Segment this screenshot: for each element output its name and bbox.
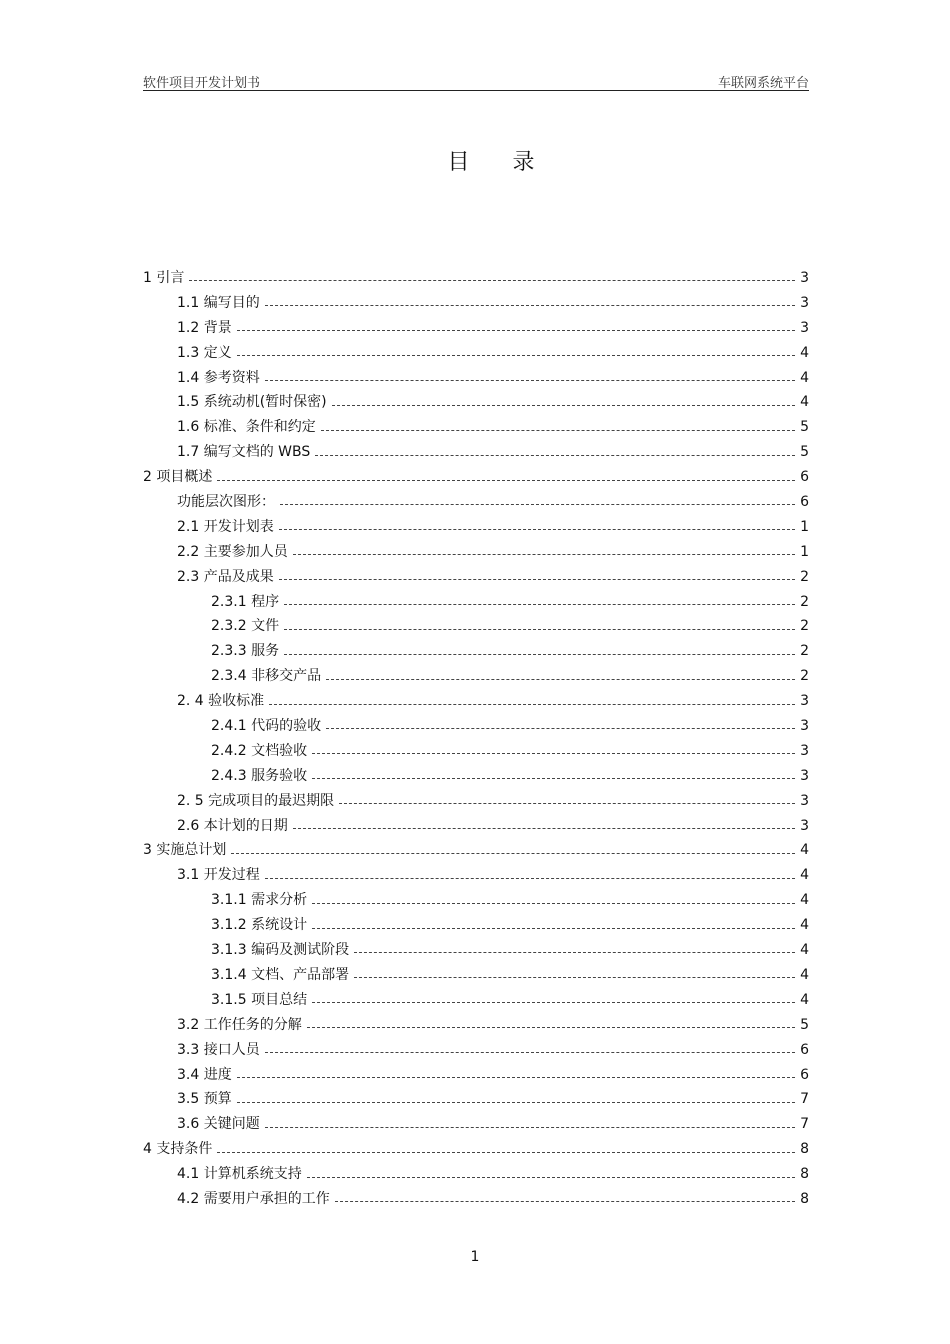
toc-entry[interactable] — [143, 1187, 809, 1212]
toc-entry-page: 6 — [800, 1066, 809, 1083]
toc-entry-page: 6 — [800, 494, 809, 511]
toc-entry-page: 3 — [800, 294, 809, 311]
toc-entry[interactable] — [143, 1112, 809, 1137]
toc-entry-label: 2.3.3 服务 — [211, 643, 280, 660]
toc-entry-label: 2. 5 完成项目的最迟期限 — [177, 792, 335, 809]
toc-entry-page: 4 — [800, 394, 809, 411]
toc-entry-label: 3.1.2 系统设计 — [211, 917, 308, 934]
toc-entry[interactable] — [143, 764, 809, 789]
toc-entry-page: 5 — [800, 1016, 809, 1033]
toc-entry-page: 8 — [800, 1190, 809, 1207]
toc-entry[interactable] — [143, 938, 809, 963]
toc-entry[interactable] — [143, 1038, 809, 1063]
toc-entry-page: 2 — [800, 618, 809, 635]
toc-entry[interactable] — [143, 789, 809, 814]
toc-entry-page: 4 — [800, 942, 809, 959]
toc-leader-dots — [269, 703, 795, 705]
toc-leader-dots — [307, 1026, 795, 1028]
toc-entry[interactable] — [143, 739, 809, 764]
toc-entry[interactable] — [143, 1063, 809, 1088]
header-project-name: 车联网系统平台 — [717, 76, 809, 91]
toc-entry[interactable] — [143, 838, 809, 863]
toc-entry[interactable] — [143, 988, 809, 1013]
toc-entry-label: 2.3.1 程序 — [211, 593, 280, 610]
toc-entry-page: 2 — [800, 643, 809, 660]
toc-entry[interactable] — [143, 714, 809, 739]
toc-entry-label: 2 项目概述 — [143, 469, 213, 486]
toc-entry-label: 3.1.4 文档、产品部署 — [211, 966, 350, 983]
toc-leader-dots — [332, 404, 795, 406]
toc-entry-page: 4 — [800, 344, 809, 361]
toc-entry-page: 1 — [800, 518, 809, 535]
toc-entry-page: 1 — [800, 543, 809, 560]
toc-leader-dots — [312, 927, 795, 929]
toc-leader-dots — [293, 553, 795, 555]
toc-leader-dots — [335, 1200, 795, 1202]
toc-entry-page: 2 — [800, 668, 809, 685]
toc-entry[interactable] — [143, 814, 809, 839]
toc-entry-label: 4.2 需要用户承担的工作 — [177, 1190, 330, 1207]
toc-entry[interactable] — [143, 689, 809, 714]
table-of-contents — [143, 266, 809, 1212]
toc-leader-dots — [265, 379, 795, 381]
toc-entry[interactable] — [143, 266, 809, 291]
toc-entry-label: 2.4.3 服务验收 — [211, 767, 308, 784]
toc-entry-page: 4 — [800, 842, 809, 859]
toc-entry-label: 4.1 计算机系统支持 — [177, 1166, 302, 1183]
toc-leader-dots — [321, 429, 795, 431]
toc-leader-dots — [237, 1101, 795, 1103]
toc-entry-label: 3.3 接口人员 — [177, 1041, 260, 1058]
toc-entry-page: 3 — [800, 767, 809, 784]
toc-entry-page: 4 — [800, 867, 809, 884]
toc-leader-dots — [312, 777, 795, 779]
toc-entry-label: 2.3.2 文件 — [211, 618, 280, 635]
toc-entry-label: 4 支持条件 — [143, 1141, 213, 1158]
toc-entry[interactable] — [143, 366, 809, 391]
toc-leader-dots — [279, 528, 795, 530]
toc-leader-dots — [189, 279, 795, 281]
toc-entry-page: 5 — [800, 419, 809, 436]
toc-entry-page: 3 — [800, 718, 809, 735]
toc-entry[interactable] — [143, 390, 809, 415]
toc-entry[interactable] — [143, 888, 809, 913]
toc-entry-label: 1.4 参考资料 — [177, 369, 260, 386]
toc-leader-dots — [339, 802, 795, 804]
toc-entry[interactable] — [143, 515, 809, 540]
toc-entry[interactable] — [143, 590, 809, 615]
toc-leader-dots — [312, 902, 795, 904]
toc-entry-label: 2.4.1 代码的验收 — [211, 718, 322, 735]
toc-leader-dots — [265, 304, 795, 306]
toc-leader-dots — [284, 628, 795, 630]
toc-entry-page: 4 — [800, 991, 809, 1008]
toc-leader-dots — [307, 1176, 795, 1178]
toc-entry-page: 4 — [800, 917, 809, 934]
toc-entry-page: 8 — [800, 1166, 809, 1183]
toc-entry-page: 3 — [800, 319, 809, 336]
toc-leader-dots — [284, 603, 795, 605]
toc-entry-label: 功能层次图形： — [177, 494, 275, 511]
toc-entry[interactable] — [143, 540, 809, 565]
toc-entry-page: 3 — [800, 742, 809, 759]
toc-entry-label: 3.2 工作任务的分解 — [177, 1016, 302, 1033]
page-title: 目 录 — [447, 150, 553, 175]
toc-entry-label: 2.1 开发计划表 — [177, 518, 274, 535]
toc-entry[interactable] — [143, 1137, 809, 1162]
toc-entry[interactable] — [143, 639, 809, 664]
toc-entry-label: 2.4.2 文档验收 — [211, 742, 308, 759]
toc-entry-page: 5 — [800, 444, 809, 461]
toc-entry-page: 2 — [800, 568, 809, 585]
toc-entry-label: 2.3 产品及成果 — [177, 568, 274, 585]
toc-entry-label: 3.1.1 需求分析 — [211, 892, 308, 909]
toc-leader-dots — [237, 1076, 795, 1078]
toc-entry-label: 2. 4 验收标准 — [177, 693, 265, 710]
toc-entry-label: 1.1 编写目的 — [177, 294, 260, 311]
toc-entry[interactable] — [143, 913, 809, 938]
toc-entry-page: 6 — [800, 469, 809, 486]
toc-leader-dots — [280, 503, 795, 505]
toc-entry-page: 3 — [800, 817, 809, 834]
toc-entry-label: 3.4 进度 — [177, 1066, 232, 1083]
toc-entry-label: 2.6 本计划的日期 — [177, 817, 288, 834]
toc-entry-label: 3.1.5 项目总结 — [211, 991, 308, 1008]
toc-entry[interactable] — [143, 614, 809, 639]
toc-entry[interactable] — [143, 316, 809, 341]
toc-entry-label: 2.2 主要参加人员 — [177, 543, 288, 560]
toc-leader-dots — [312, 1001, 795, 1003]
toc-leader-dots — [265, 1051, 795, 1053]
toc-leader-dots — [312, 752, 795, 754]
toc-entry[interactable] — [143, 440, 809, 465]
toc-entry-label: 3.5 预算 — [177, 1091, 232, 1108]
toc-leader-dots — [279, 578, 795, 580]
toc-entry[interactable] — [143, 291, 809, 316]
toc-leader-dots — [354, 951, 795, 953]
toc-entry[interactable] — [143, 565, 809, 590]
toc-entry-label: 3 实施总计划 — [143, 842, 227, 859]
toc-entry[interactable] — [143, 1162, 809, 1187]
toc-leader-dots — [284, 653, 795, 655]
toc-entry-page: 7 — [800, 1091, 809, 1108]
toc-leader-dots — [237, 329, 795, 331]
toc-entry-page: 6 — [800, 1041, 809, 1058]
toc-entry[interactable] — [143, 664, 809, 689]
page-number: 1 — [470, 1249, 480, 1265]
toc-entry-label: 1.6 标准、条件和约定 — [177, 419, 316, 436]
toc-entry-page: 3 — [800, 270, 809, 286]
toc-entry[interactable] — [143, 341, 809, 366]
toc-leader-dots — [217, 479, 795, 481]
toc-leader-dots — [315, 454, 795, 456]
toc-leader-dots — [265, 877, 795, 879]
toc-entry-page: 2 — [800, 593, 809, 610]
toc-entry[interactable] — [143, 963, 809, 988]
toc-entry-page: 3 — [800, 792, 809, 809]
toc-entry-label: 1.3 定义 — [177, 344, 232, 361]
toc-leader-dots — [231, 852, 795, 854]
toc-entry-page: 4 — [800, 369, 809, 386]
toc-leader-dots — [217, 1151, 795, 1153]
toc-leader-dots — [326, 727, 795, 729]
toc-entry[interactable] — [143, 415, 809, 440]
toc-leader-dots — [265, 1126, 795, 1128]
toc-leader-dots — [293, 827, 795, 829]
toc-entry-page: 7 — [800, 1116, 809, 1133]
toc-entry-page: 8 — [800, 1141, 809, 1158]
toc-entry-label: 3.6 关键问题 — [177, 1116, 260, 1133]
toc-leader-dots — [326, 678, 795, 680]
toc-entry-label: 3.1 开发过程 — [177, 867, 260, 884]
toc-entry[interactable] — [143, 465, 809, 490]
toc-entry-label: 1.2 背景 — [177, 319, 232, 336]
toc-leader-dots — [237, 354, 795, 356]
toc-entry-label: 2.3.4 非移交产品 — [211, 668, 322, 685]
toc-entry-label: 1.5 系统动机(暂时保密) — [177, 394, 327, 411]
toc-entry-page: 4 — [800, 966, 809, 983]
toc-entry-label: 1 引言 — [143, 270, 185, 286]
toc-entry-label: 1.7 编写文档的 WBS — [177, 444, 311, 461]
toc-entry[interactable] — [143, 1013, 809, 1038]
page-header — [143, 70, 809, 91]
toc-leader-dots — [354, 976, 795, 978]
toc-entry[interactable] — [143, 490, 809, 515]
toc-entry[interactable] — [143, 863, 809, 888]
toc-entry[interactable] — [143, 1087, 809, 1112]
toc-entry-page: 4 — [800, 892, 809, 909]
header-doc-title: 软件项目开发计划书 — [143, 76, 261, 91]
toc-entry-page: 3 — [800, 693, 809, 710]
toc-entry-label: 3.1.3 编码及测试阶段 — [211, 942, 350, 959]
